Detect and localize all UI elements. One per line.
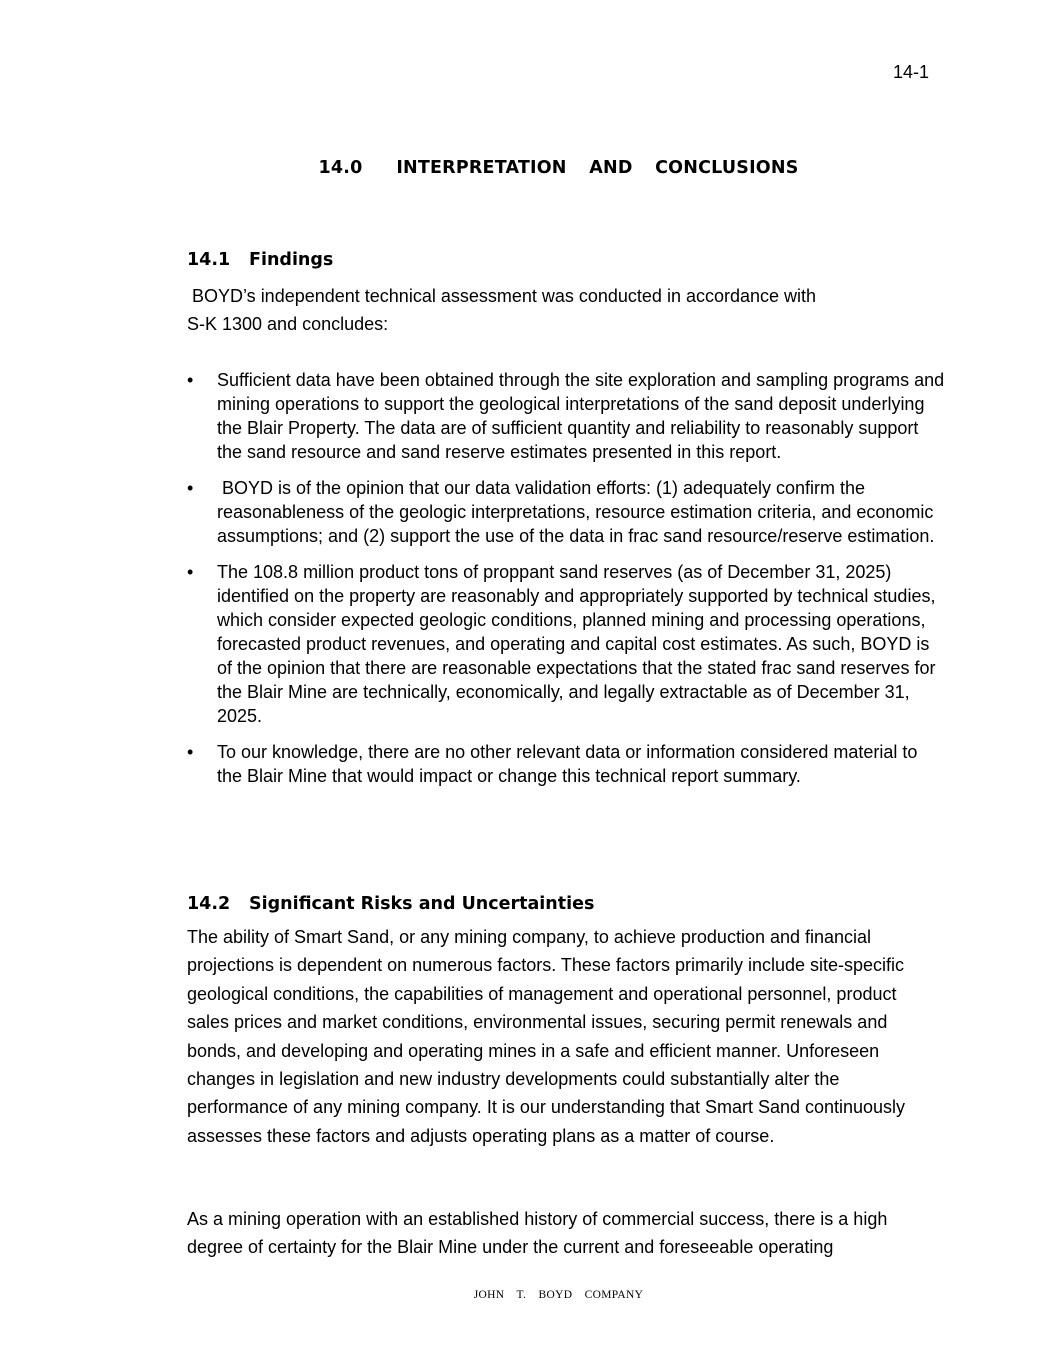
findings-list bbox=[187, 368, 947, 800]
list-item-text: Sufficient data have been obtained through the site exploration and sampling programs and mining operations to support the geological interpretations of the sand deposit underlying the Blair Property. The data are of sufficient quantity and reliability to reasonably support the sand resource and sand reserve estimates presented in this report. bbox=[217, 370, 945, 462]
bullet-icon: • bbox=[187, 562, 194, 582]
findings-intro bbox=[187, 282, 887, 338]
section-number: 14.1 bbox=[187, 250, 231, 270]
bullet-icon: • bbox=[187, 478, 194, 498]
section-heading-findings bbox=[187, 250, 333, 270]
list-item bbox=[187, 560, 947, 728]
intro-line-2: S-K 1300 and concludes: bbox=[187, 314, 389, 334]
list-item-text: The 108.8 million product tons of proppant sand reserves (as of December 31, 2025) identified on the property are reasonably and appropriately supported by technical studies, which consider expected geologic conditions, planned mining and processing operations, forecasted product revenues, and operating and capital cost estimates. As such, BOYD is of the opinion that there are reasonable expectations that the stated frac sand reserves for the Blair Mine are technically, economically, and legally extractable as of December 31, 2025. bbox=[217, 562, 936, 726]
section-title: Findings bbox=[249, 250, 334, 270]
bullet-icon: • bbox=[187, 370, 194, 390]
list-item-text: BOYD is of the opinion that our data validation efforts: (1) adequately confirm the reasonableness of the geologic interpretations, resource estimation criteria, and economic assumptions; and (2) support the use of the data in frac sand resource/reserve estimation. bbox=[217, 478, 939, 546]
section-heading-risks bbox=[187, 894, 594, 914]
bullet-icon: • bbox=[187, 742, 194, 762]
risks-paragraph-1: The ability of Smart Sand, or any mining company, to achieve production and financial projections is dependent on numerous factors. These factors primarily include site-specific geological conditions, the capabilities of management and operational personnel, product sales prices and market conditions, environmental issues, securing permit renewals and bonds, and developing and operating mines in a safe and efficient manner. Unforeseen changes in legislation and new industry developments could substantially alter the performance of any mining company. It is our understanding that Smart Sand continuously assesses these factors and adjusts operating plans as a matter of course. bbox=[187, 927, 906, 1146]
list-item bbox=[187, 476, 947, 548]
list-item bbox=[187, 740, 947, 788]
list-item bbox=[187, 368, 947, 464]
footer-company-name: JOHN T. BOYD COMPANY bbox=[473, 1289, 644, 1301]
list-item-text: To our knowledge, there are no other relevant data or information considered material to the Blair Mine that would impact or change this technical report summary. bbox=[217, 742, 918, 786]
intro-line-1: BOYD’s independent technical assessment was conducted in accordance with bbox=[187, 286, 817, 306]
chapter-title: 14.0 INTERPRETATION AND CONCLUSIONS bbox=[318, 158, 799, 178]
page-number: 14-1 bbox=[893, 62, 930, 82]
risks-paragraph-2: As a mining operation with an established history of commercial success, there is a high degree of certainty for the Blair Mine under the current and foreseeable operating bbox=[187, 1209, 888, 1258]
section-number: 14.2 bbox=[187, 894, 231, 914]
section-title: Significant Risks and Uncertainties bbox=[249, 894, 595, 914]
